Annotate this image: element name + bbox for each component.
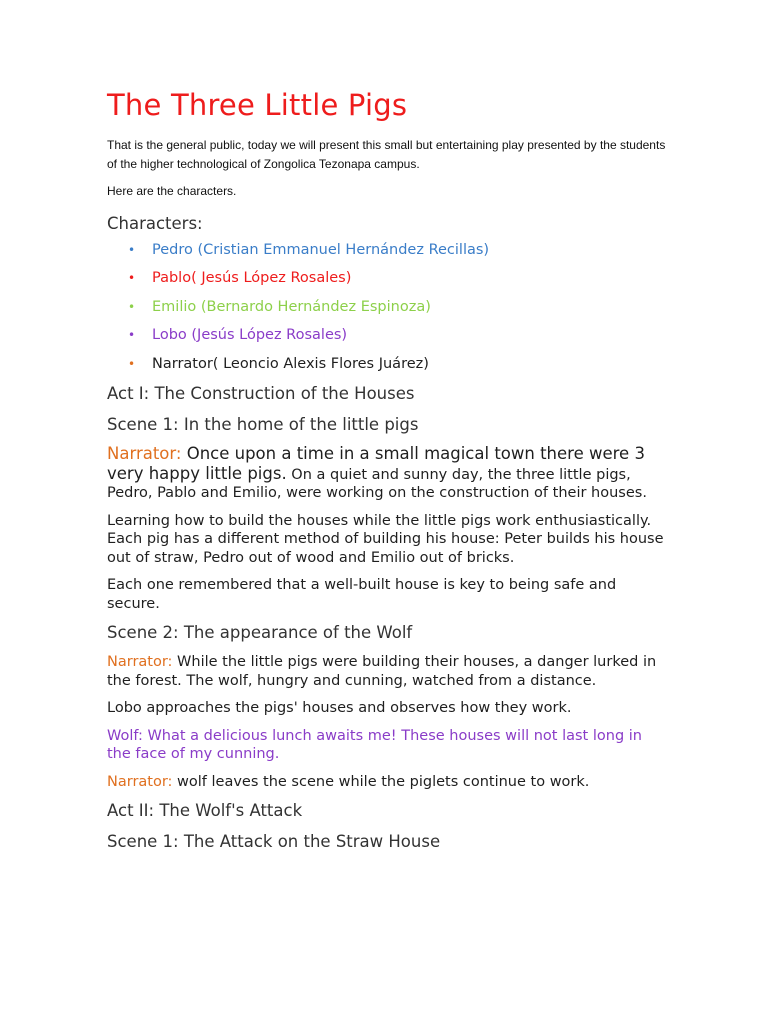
- narration-continued: On a quiet and sunny day, the three little pigs, Pedro, Pablo and Emilio, were working on the construction of their houses.: [107, 466, 647, 502]
- character-name: Pedro (Cristian Emmanuel Hernández Recillas): [152, 241, 490, 258]
- scene-1-paragraph-2: Learning how to build the houses while the little pigs work enthusiastically. Each pig has a different method of building his house: Peter builds his house out of straw, Pedro out of wood and Emilio out of bricks.: [107, 512, 664, 566]
- act-2-scene-1-heading: Scene 1: The Attack on the Straw House: [107, 832, 441, 852]
- character-name: Lobo (Jesús López Rosales): [152, 327, 348, 344]
- bullet-icon: •: [128, 271, 136, 286]
- scene-1-narration: [107, 445, 667, 503]
- document-title: The Three Little Pigs: [107, 88, 408, 122]
- scene-2-narration-2: [107, 773, 667, 792]
- character-item-pedro: [107, 241, 667, 260]
- narration-text: While the little pigs were building their houses, a danger lurked in the forest. The wolf, hungry and cunning, watched from a distance.: [107, 654, 657, 689]
- character-name: Emilio (Bernardo Hernández Espinoza): [152, 298, 431, 315]
- intro-paragraph: That is the general public, today we will present this small but entertaining play presented by the students of the higher technological of Zongolica Tezonapa campus.: [107, 137, 666, 171]
- narrator-label: Narrator:: [107, 773, 173, 790]
- character-item-emilio: [107, 298, 667, 317]
- intro-characters-line: Here are the characters.: [107, 183, 237, 198]
- narration-opening: Once upon a time in a small magical town there were 3 very happy little pigs.: [107, 444, 645, 483]
- narrator-label: Narrator:: [107, 654, 173, 671]
- document-page: [107, 88, 667, 862]
- character-name: Narrator( Leoncio Alexis Flores Juárez): [152, 355, 429, 372]
- scene-2-narration-1: [107, 653, 667, 690]
- character-name: Pablo( Jesús López Rosales): [152, 270, 352, 287]
- scene-2-heading: Scene 2: The appearance of the Wolf: [107, 623, 413, 643]
- scene-1-heading: Scene 1: In the home of the little pigs: [107, 415, 419, 435]
- wolf-dialogue: Wolf: What a delicious lunch awaits me! These houses will not last long in the face of my cunning.: [107, 727, 642, 763]
- character-item-lobo: [107, 326, 667, 345]
- character-item-narrator: [107, 355, 667, 374]
- bullet-icon: •: [128, 356, 136, 371]
- narration-text: wolf leaves the scene while the piglets continue to work.: [172, 773, 590, 790]
- bullet-icon: •: [128, 299, 136, 314]
- characters-heading: Characters:: [107, 213, 203, 233]
- scene-2-paragraph-2: Lobo approaches the pigs' houses and observes how they work.: [107, 700, 572, 717]
- bullet-icon: •: [128, 242, 136, 257]
- narrator-label: Narrator:: [107, 444, 182, 464]
- characters-list: [107, 241, 667, 374]
- scene-1-paragraph-3: Each one remembered that a well-built house is key to being safe and secure.: [107, 577, 617, 612]
- act-2-heading: Act II: The Wolf's Attack: [107, 801, 303, 821]
- character-item-pablo: [107, 269, 667, 288]
- bullet-icon: •: [128, 328, 136, 343]
- act-1-heading: Act I: The Construction of the Houses: [107, 384, 415, 404]
